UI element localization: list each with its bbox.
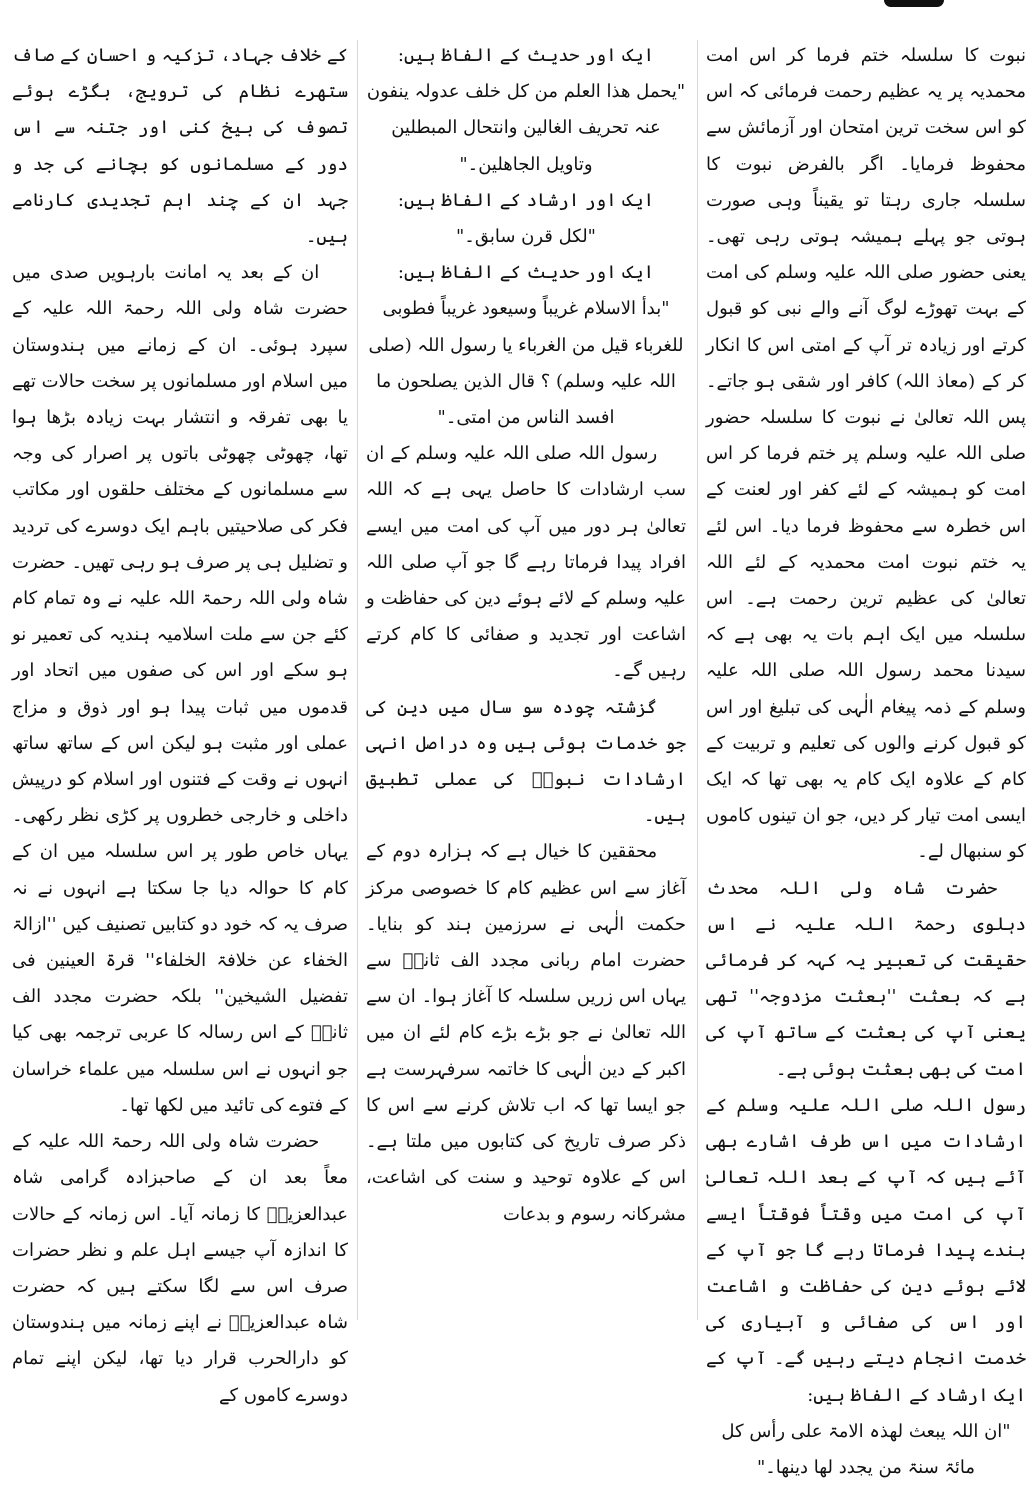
page-top-mark: [884, 0, 944, 7]
paragraph: حضرت شاہ ولی اللہ محدث دہلوی رحمۃ اللہ علیہ نے اس حقیقت کی تعبیر یہ کہہ کر فرمائی ہے کہ بعثت ''بعثت مزدوجہ'' تھی یعنی آپ کی بعثت کے ساتھ آپ کی امت کی بھی بعثت ہوئی ہے۔: [706, 877, 1026, 1080]
hadith-quote: "بدأ الاسلام غریباً وسیعود غریباً فطوبی للغرباء قیل من الغرباء یا رسول اللہ (صلی اللہ علیہ وسلم) ؟ قال الذین یصلحون ما افسد الناس من امتی۔": [368, 298, 684, 429]
paragraph: نبوت کا سلسلہ ختم فرما کر اس امت محمدیہ پر یہ عظیم رحمت فرمائی کہ اس کو اس سخت ترین امتحان اور آزمائش سے محفوظ فرمایا۔ اگر بالفرض نبوت کا سلسلہ جاری رہتا تو یقیناً وہی صورت ہوتی جو پہلے ہمیشہ ہوتی رہی تھی۔ یعنی حضور صلی اللہ علیہ وسلم کی امت کے بہت تھوڑے لوگ آنے والے نبی کو قبول کرتے اور زیادہ تر آپ کے امتی اس کا انکار کر کے (معاذ اللہ) کافر اور شقی ہو جاتے۔ پس اللہ تعالیٰ نے نبوت کا سلسلہ حضور صلی اللہ علیہ وسلم پر ختم فرما کر اس امت کو ہمیشہ کے لئے کفر اور لعنت کے اس خطرہ سے محفوظ فرما دیا۔ اس لئے یہ ختم نبوت امت محمدیہ کے لئے اللہ تعالیٰ کی عظیم ترین رحمت ہے۔ اس سلسلہ میں ایک اہم بات یہ بھی ہے کہ سیدنا محمد رسول اللہ صلی اللہ علیہ وسلم کے ذمہ پیغام الٰہی کی تبلیغ اور اس کو قبول کرنے والوں کی تعلیم و تربیت کے کام کے علاوہ ایک کام یہ بھی تھا کہ ایک ایسی امت تیار کر دیں، جو ان تینوں کاموں کو سنبھال لے۔: [706, 45, 1026, 863]
paragraph: گزشتہ چودہ سو سال میں دین کی جو خدمات ہوئی ہیں وہ دراصل انہی ارشادات نبویؐ کی عملی تطبیق ہیں۔: [366, 696, 686, 827]
paragraph: کے خلاف جہاد، تزکیہ و احسان کے صاف ستھرے نظام کی ترویج، بگڑے ہوئے تصوف کی بیخ کنی اور جتنہ سے اس دور کے مسلمانوں کو بچانے کی جد و جہد ان کے چند اہم تجدیدی کارنامے ہیں۔: [12, 45, 348, 248]
text-column-right: [706, 38, 1026, 1478]
column-divider: [697, 40, 698, 1320]
hadith-quote: "لکل قرن سابق۔": [456, 226, 596, 248]
text-column-middle: [366, 38, 686, 1326]
quote-intro: ایک اور ارشاد کے الفاظ ہیں:: [397, 189, 655, 211]
quote-intro: ایک اور حدیث کے الفاظ ہیں:: [397, 262, 655, 284]
hadith-quote: "ان اللہ یبعث لھذہ الامۃ علی رأس کل مائۃ سنۃ من یجدد لھا دینھا۔": [721, 1420, 1011, 1478]
paragraph: حضرت شاہ ولی اللہ رحمۃ اللہ علیہ کے معاً بعد ان کے صاحبزادہ گرامی شاہ عبدالعزیزؒ کا زمانہ آیا۔ اس زمانہ کے حالات کا اندازہ آپ جیسے اہل علم و نظر حضرات صرف اس سے لگا سکتے ہیں کہ حضرت شاہ عبدالعزیزؒ نے اپنے زمانہ میں ہندوستان کو دارالحرب قرار دیا تھا، لیکن اپنے تمام دوسرے کاموں کے: [12, 1131, 348, 1406]
paragraph: رسول اللہ صلی اللہ علیہ وسلم کے ارشادات میں اس طرف اشارے بھی آئے ہیں کہ آپ کے بعد اللہ تعالیٰ آپ کی امت میں وقتاً فوقتاً ایسے بندے پیدا فرماتا رہے گا جو آپ کے لائے ہوئے دین کی حفاظت و اشاعت اور اس کی صفائی و آبیاری کی خدمت انجام دیتے رہیں گے۔ آپ کے ایک ارشاد کے الفاظ ہیں:: [706, 1094, 1026, 1406]
paragraph: رسول اللہ صلی اللہ علیہ وسلم کے ان سب ارشادات کا حاصل یہی ہے کہ اللہ تعالیٰ ہر دور میں آپ کی امت میں ایسے افراد پیدا فرماتا رہے گا جو آپ صلی اللہ علیہ وسلم کے لائے ہوئے دین کی حفاظت و اشاعت اور تجدید و صفائی کا کام کرتے رہیں گے۔: [366, 443, 686, 682]
text-column-left: [12, 38, 348, 1406]
paragraph: ان کے بعد یہ امانت بارہویں صدی میں حضرت شاہ ولی اللہ رحمۃ اللہ علیہ کے سپرد ہوئی۔ ان کے زمانے میں ہندوستان میں اسلام اور مسلمانوں پر سخت حالات تھے یا بھی تفرقہ و انتشار بہت زیادہ بڑھا ہوا تھا، چھوٹی چھوٹی باتوں پر اصرار کی وجہ سے مسلمانوں کے مختلف حلقوں اور مکاتب فکر کی صلاحیتیں باہم ایک دوسرے کی تردید و تضلیل ہی پر صرف ہو رہی تھیں۔ حضرت شاہ ولی اللہ رحمۃ اللہ علیہ نے وہ تمام کام کئے جن سے ملت اسلامیہ ہندیہ کی تعمیر نو ہو سکے اور اس کی صفوں میں اتحاد اور قدموں میں ثبات پیدا ہو اور ذوق و مزاج عملی اور مثبت ہو لیکن اس کے ساتھ ساتھ انہوں نے وقت کے فتنوں اور اسلام کو درپیش داخلی و خارجی خطروں پر کڑی نظر رکھی۔ یہاں خاص طور پر اس سلسلہ میں ان کے کام کا حوالہ دیا جا سکتا ہے انہوں نے نہ صرف یہ کہ خود دو کتابیں تصنیف کیں ''ازالۃ الخفاء عن خلافۃ الخلفاء'' قرۃ العینین فی تفضیل الشیخین'' بلکہ حضرت مجدد الف ثانیؒ کے اس رسالہ کا عربی ترجمہ بھی کیا جو انہوں نے اس سلسلہ میں علماء خراسان کے فتوے کی تائید میں لکھا تھا۔: [12, 262, 348, 1116]
column-divider: [357, 40, 358, 1320]
paragraph: محققین کا خیال ہے کہ ہزارہ دوم کے آغاز سے اس عظیم کام کا خصوصی مرکز حکمت الٰہی نے سرزمین ہند کو بنایا۔ حضرت امام ربانی مجدد الف ثانیؒ سے یہاں اس زریں سلسلہ کا آغاز ہوا۔ ان سے اللہ تعالیٰ نے جو بڑے بڑے کام لئے ان میں اکبر کے دین الٰہی کا خاتمہ سرفہرست ہے جو ایسا تھا کہ اب تلاش کرنے سے اس کا ذکر صرف تاریخ کی کتابوں میں ملتا ہے۔ اس کے علاوہ توحید و سنت کی اشاعت، مشرکانہ رسوم و بدعات: [366, 841, 686, 1225]
hadith-quote: "یحمل ھذا العلم من کل خلف عدولہ ینفون عنہ تحریف الغالین وانتحال المبطلین وتاویل الجاھلین۔": [366, 81, 686, 175]
quote-intro: ایک اور حدیث کے الفاظ ہیں:: [397, 45, 655, 66]
